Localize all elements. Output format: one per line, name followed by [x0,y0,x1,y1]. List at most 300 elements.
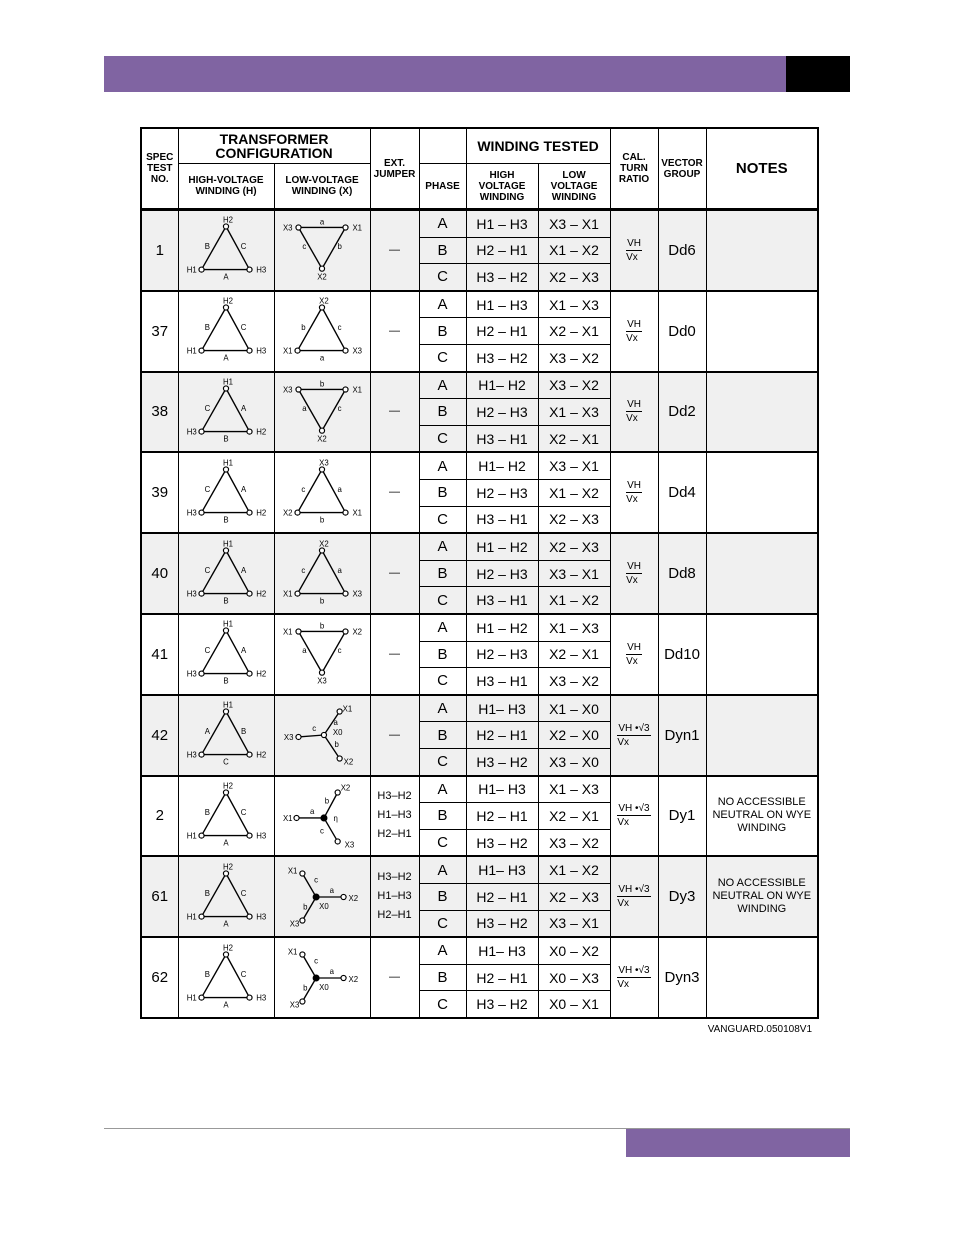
terminal-node [199,752,204,757]
turn-ratio-numerator: VH •√3 [618,722,650,734]
col-notes-header: NOTES [706,128,818,210]
hv-tested-winding: H3 – H2 [466,829,538,856]
ext-jumper-value: — [389,567,401,580]
turn-ratio-denominator: Vx [617,817,630,829]
winding-edge [322,389,346,430]
phase-label: b [337,242,342,252]
phase-label: B [419,237,466,264]
winding-schematic [275,861,369,933]
turn-ratio-fraction [617,965,650,990]
neutral-label: η [333,813,338,823]
lv-tested-winding: X3 – X1 [538,560,610,587]
ext-jumper-value: — [389,324,401,337]
terminal-node [199,267,204,272]
spec-test-number: 42 [141,695,178,776]
terminal-node [223,871,228,876]
vector-group: Dy3 [658,856,706,937]
header-page-box [786,56,850,92]
lv-tested-winding: X1 – X3 [538,291,610,318]
lv-tested-winding: X1 – X3 [538,776,610,803]
phase-label: a [329,966,334,976]
footer-bar [626,1129,850,1157]
winding-schematic [179,214,273,286]
phase-label: A [419,452,466,479]
terminal-node [247,914,252,919]
phase-label: B [241,727,247,737]
terminal-node [319,266,324,271]
notes-cell [706,452,818,533]
terminal-label: X2 [319,296,329,306]
winding-edge [299,735,324,737]
terminal-label: H2 [222,943,233,953]
phase-label: C [419,587,466,614]
turn-ratio-fraction [626,561,642,586]
table-row-group [141,210,818,291]
winding-edge [322,469,346,512]
terminal-node [343,348,348,353]
terminal-label: H2 [222,862,233,872]
turn-ratio-cell [610,533,658,614]
terminal-label: X2 [317,272,327,282]
vector-group: Dd10 [658,614,706,695]
vector-group: Dd2 [658,372,706,453]
table-row [141,372,818,399]
winding-schematic [179,942,273,1014]
phase-label: a [329,885,334,895]
hv-tested-winding: H2 – H1 [466,803,538,830]
terminal-label: H1 [186,912,197,922]
table-row-group [141,452,818,533]
phase-label: A [241,484,247,494]
phase-label: C [223,757,229,767]
terminal-label: X2 [317,434,327,444]
turn-ratio-cell [610,614,658,695]
turn-ratio-denominator: Vx [626,413,638,425]
ext-jumper-cell [370,291,419,372]
phase-label: A [241,646,247,656]
notes-cell [706,533,818,614]
winding-edge [322,228,346,269]
lv-winding-diagram [274,533,370,614]
lv-tested-winding: X2 – X1 [538,318,610,345]
hv-tested-winding: H2 – H1 [466,237,538,264]
terminal-label: X3 [352,346,363,356]
phase-label: C [204,646,211,656]
winding-schematic [179,861,273,933]
notes-cell [706,937,818,1018]
terminal-node [319,428,324,433]
table-row-group [141,695,818,776]
turn-ratio-numerator: VH [627,561,641,573]
hv-tested-winding: H2 – H3 [466,560,538,587]
table-row [141,291,818,318]
winding-schematic [179,295,273,367]
turn-ratio-cell [610,856,658,937]
vector-group: Dd6 [658,210,706,291]
phase-label: a [319,353,325,363]
turn-ratio-denominator: Vx [617,898,630,910]
winding-schematic [275,295,369,367]
phase-label: B [419,803,466,830]
winding-schematic [275,780,369,852]
phase-label: A [223,999,229,1009]
phase-label: A [419,776,466,803]
phase-label: a [310,807,315,817]
phase-label: B [223,595,229,605]
phase-label: A [241,404,247,414]
vector-group: Dyn3 [658,937,706,1018]
table-row-group [141,776,818,857]
lv-tested-winding: X2 – X0 [538,722,610,749]
terminal-label: X3 [289,919,300,929]
terminal-node [199,833,204,838]
lv-tested-winding: X3 – X1 [538,210,610,238]
neutral-node [313,975,319,981]
phase-label: b [303,983,308,993]
terminal-node [300,918,305,923]
notes-cell [706,210,818,291]
terminal-label: X1 [352,508,363,518]
winding-schematic [275,538,369,610]
phase-label: a [337,565,342,575]
phase-label: A [223,353,229,363]
lv-tested-winding: X3 – X2 [538,668,610,695]
phase-label: A [223,919,229,929]
terminal-label: H3 [256,912,267,922]
phase-label: C [419,748,466,775]
phase-label: A [419,210,466,238]
terminal-label: X1 [282,813,293,823]
phase-label: b [319,595,325,605]
table-row [141,695,818,722]
hv-tested-winding: H2 – H3 [466,641,538,668]
phase-label: C [419,668,466,695]
ext-jumper-cell [370,776,419,857]
spec-test-number: 2 [141,776,178,857]
lv-tested-winding: X3 – X1 [538,452,610,479]
turn-ratio-numerator: VH [627,237,641,249]
phase-label: B [419,641,466,668]
lv-winding-diagram [274,695,370,776]
hv-tested-winding: H2 – H1 [466,722,538,749]
hv-tested-winding: H1– H3 [466,937,538,964]
terminal-label: H3 [186,750,197,760]
table-row [141,856,818,883]
terminal-node [223,224,228,229]
terminal-label: X1 [352,385,363,395]
spec-test-number: 38 [141,372,178,453]
lv-tested-winding: X3 – X2 [538,372,610,399]
phase-label: A [419,856,466,883]
phase-label: b [303,902,308,912]
spec-test-number: 1 [141,210,178,291]
hv-winding-diagram [178,372,274,453]
terminal-node [223,628,228,633]
terminal-label: H3 [186,508,197,518]
terminal-node [199,510,204,515]
hv-winding-diagram [178,452,274,533]
phase-label: A [419,695,466,722]
phase-label: c [301,565,306,575]
hv-tested-winding: H2 – H1 [466,883,538,910]
terminal-label: H2 [222,215,233,225]
terminal-label: X3 [344,840,355,850]
lv-tested-winding: X1 – X2 [538,237,610,264]
lv-tested-winding: X1 – X2 [538,479,610,506]
ext-jumper-cell [370,614,419,695]
phase-label: A [419,614,466,641]
table-row [141,937,818,964]
terminal-node [199,671,204,676]
vector-group: Dd8 [658,533,706,614]
lv-tested-winding: X3 – X2 [538,829,610,856]
lv-tested-winding: X1 – X3 [538,614,610,641]
terminal-node [247,752,252,757]
ext-jumper-cell [370,372,419,453]
hv-tested-winding: H3 – H1 [466,587,538,614]
winding-schematic [275,618,369,690]
turn-ratio-fraction [626,238,642,263]
turn-ratio-numerator: VH [627,480,641,492]
col-ratio-header: CAL. TURN RATIO [610,128,658,210]
terminal-label: H1 [186,346,197,356]
hv-tested-winding: H3 – H2 [466,910,538,937]
terminal-label: H3 [186,589,197,599]
terminal-node [337,709,342,714]
winding-schematic [179,699,273,771]
figure-credit: VANGUARD.050108V1 [707,1024,812,1035]
terminal-node [296,225,301,230]
turn-ratio-cell [610,372,658,453]
hv-tested-winding: H1– H3 [466,695,538,722]
ext-jumper-cell [370,533,419,614]
spec-test-number: 39 [141,452,178,533]
turn-ratio-numerator: VH [627,641,641,653]
terminal-node [247,429,252,434]
hv-tested-winding: H1 – H3 [466,210,538,238]
phase-label: c [337,404,342,414]
phase-label: c [301,484,306,494]
hv-tested-winding: H1– H2 [466,452,538,479]
hv-tested-winding: H1– H3 [466,776,538,803]
header-bar [104,56,786,92]
terminal-node [223,386,228,391]
lv-tested-winding: X0 – X2 [538,937,610,964]
terminal-label: X3 [317,676,327,686]
phase-label: a [337,484,342,494]
terminal-node [319,670,324,675]
lv-tested-winding: X2 – X3 [538,264,610,291]
turn-ratio-fraction [626,319,642,344]
terminal-node [223,952,228,957]
table-row-group [141,856,818,937]
phase-label: C [419,991,466,1018]
turn-ratio-fraction [617,803,650,828]
terminal-node [300,871,305,876]
turn-ratio-numerator: VH •√3 [618,884,650,896]
phase-label: B [204,969,211,979]
neutral-label: X0 [319,901,329,911]
lv-winding-diagram [274,452,370,533]
terminal-node [223,709,228,714]
terminal-node [341,894,346,899]
hv-tested-winding: H3 – H2 [466,344,538,371]
vector-group: Dyn1 [658,695,706,776]
terminal-node [223,790,228,795]
neutral-label: X0 [319,982,329,992]
phase-label: c [320,826,324,836]
phase-label: B [419,560,466,587]
table-row-group [141,372,818,453]
ext-jumper-cell [370,452,419,533]
ext-jumper-value: — [389,647,401,660]
col-hv-tested-header: HIGH VOLTAGE WINDING [466,164,538,210]
col-spec-header: SPEC TEST NO. [141,128,178,210]
terminal-label: H3 [256,831,267,841]
terminal-node [247,591,252,596]
spec-test-number: 61 [141,856,178,937]
lv-tested-winding: X2 – X3 [538,533,610,560]
ext-jumper-value: — [389,728,401,741]
phase-label: B [204,888,211,898]
hv-tested-winding: H2 – H3 [466,399,538,426]
terminal-node [199,591,204,596]
hv-winding-diagram [178,695,274,776]
terminal-node [343,629,348,634]
terminal-node [199,914,204,919]
hv-tested-winding: H3 – H1 [466,668,538,695]
ext-jumper-cell [370,695,419,776]
winding-schematic [179,376,273,448]
phase-label: a [333,718,338,728]
terminal-label: H3 [186,669,197,679]
neutral-node [321,733,326,738]
lv-winding-diagram [274,210,370,291]
hv-tested-winding: H1– H3 [466,856,538,883]
neutral-label: X0 [332,728,343,738]
terminal-label: X1 [282,627,293,637]
ext-jumper-value: H1–H3 [377,890,412,903]
neutral-node [321,815,327,821]
lv-tested-winding: X2 – X1 [538,641,610,668]
turn-ratio-numerator: VH •√3 [618,803,650,815]
spec-test-number: 62 [141,937,178,1018]
terminal-node [343,591,348,596]
terminal-node [319,548,324,553]
terminal-label: X1 [282,346,293,356]
terminal-label: H3 [256,993,267,1003]
turn-ratio-cell [610,937,658,1018]
turn-ratio-cell [610,452,658,533]
notes-cell: NO ACCESSIBLE NEUTRAL ON WYE WINDING [706,776,818,857]
lv-tested-winding: X0 – X3 [538,964,610,991]
ext-jumper-value: — [389,486,401,499]
terminal-node [223,467,228,472]
terminal-label: X2 [352,627,363,637]
phase-label: c [337,646,342,656]
phase-label: C [419,829,466,856]
terminal-node [341,975,346,980]
phase-label: C [419,344,466,371]
lv-tested-winding: X0 – X1 [538,991,610,1018]
phase-label: a [302,646,307,656]
terminal-label: X3 [282,223,293,233]
table-row-group [141,937,818,1018]
terminal-label: H2 [222,781,233,791]
hv-winding-diagram [178,856,274,937]
phase-label: A [419,372,466,399]
lv-winding-diagram [274,856,370,937]
phase-label: c [314,875,319,885]
hv-tested-winding: H1– H2 [466,372,538,399]
turn-ratio-denominator: Vx [626,332,638,344]
phase-label: A [419,291,466,318]
hv-tested-winding: H2 – H1 [466,318,538,345]
config-group-header: TRANSFORMER CONFIGURATION [178,128,370,164]
ext-jumper-value: H1–H3 [377,809,412,822]
terminal-label: X2 [319,539,329,549]
turn-ratio-fraction [626,642,642,667]
terminal-label: X1 [342,704,353,714]
table-row-group [141,614,818,695]
terminal-node [300,999,305,1004]
turn-ratio-cell [610,291,658,372]
phase-label: c [302,242,307,252]
winding-edge [322,550,346,593]
col-lv-winding-header: LOW-VOLTAGE WINDING (X) [274,164,370,210]
lv-winding-diagram [274,291,370,372]
phase-label: C [240,969,247,979]
turn-ratio-fraction [617,884,650,909]
hv-tested-winding: H2 – H1 [466,964,538,991]
hv-tested-winding: H3 – H2 [466,264,538,291]
notes-cell: NO ACCESSIBLE NEUTRAL ON WYE WINDING [706,856,818,937]
winding-schematic [179,457,273,529]
vector-group: Dy1 [658,776,706,857]
spec-test-number: 41 [141,614,178,695]
terminal-node [343,387,348,392]
phase-label: C [240,807,247,817]
terminal-node [199,348,204,353]
phase-label: B [204,807,211,817]
terminal-label: H2 [256,427,267,437]
terminal-node [319,467,324,472]
turn-ratio-denominator: Vx [626,494,638,506]
hv-winding-diagram [178,210,274,291]
lv-tested-winding: X1 – X0 [538,695,610,722]
col-lv-tested-header: LOW VOLTAGE WINDING [538,164,610,210]
winding-edge [322,308,346,351]
terminal-node [223,305,228,310]
terminal-label: X2 [348,893,359,903]
phase-label: B [419,964,466,991]
hv-tested-winding: H3 – H1 [466,425,538,452]
phase-label: b [319,379,325,389]
terminal-label: H1 [222,619,233,629]
phase-label: A [419,533,466,560]
turn-ratio-denominator: Vx [617,736,630,748]
terminal-node [296,629,301,634]
ext-jumper-value: — [389,971,401,984]
turn-ratio-cell [610,776,658,857]
phase-label: C [419,264,466,291]
hv-winding-diagram [178,614,274,695]
terminal-label: H2 [222,296,233,306]
terminal-label: X3 [352,589,363,599]
terminal-label: X3 [282,385,293,395]
terminal-label: H3 [186,427,197,437]
phase-label: b [319,515,325,525]
